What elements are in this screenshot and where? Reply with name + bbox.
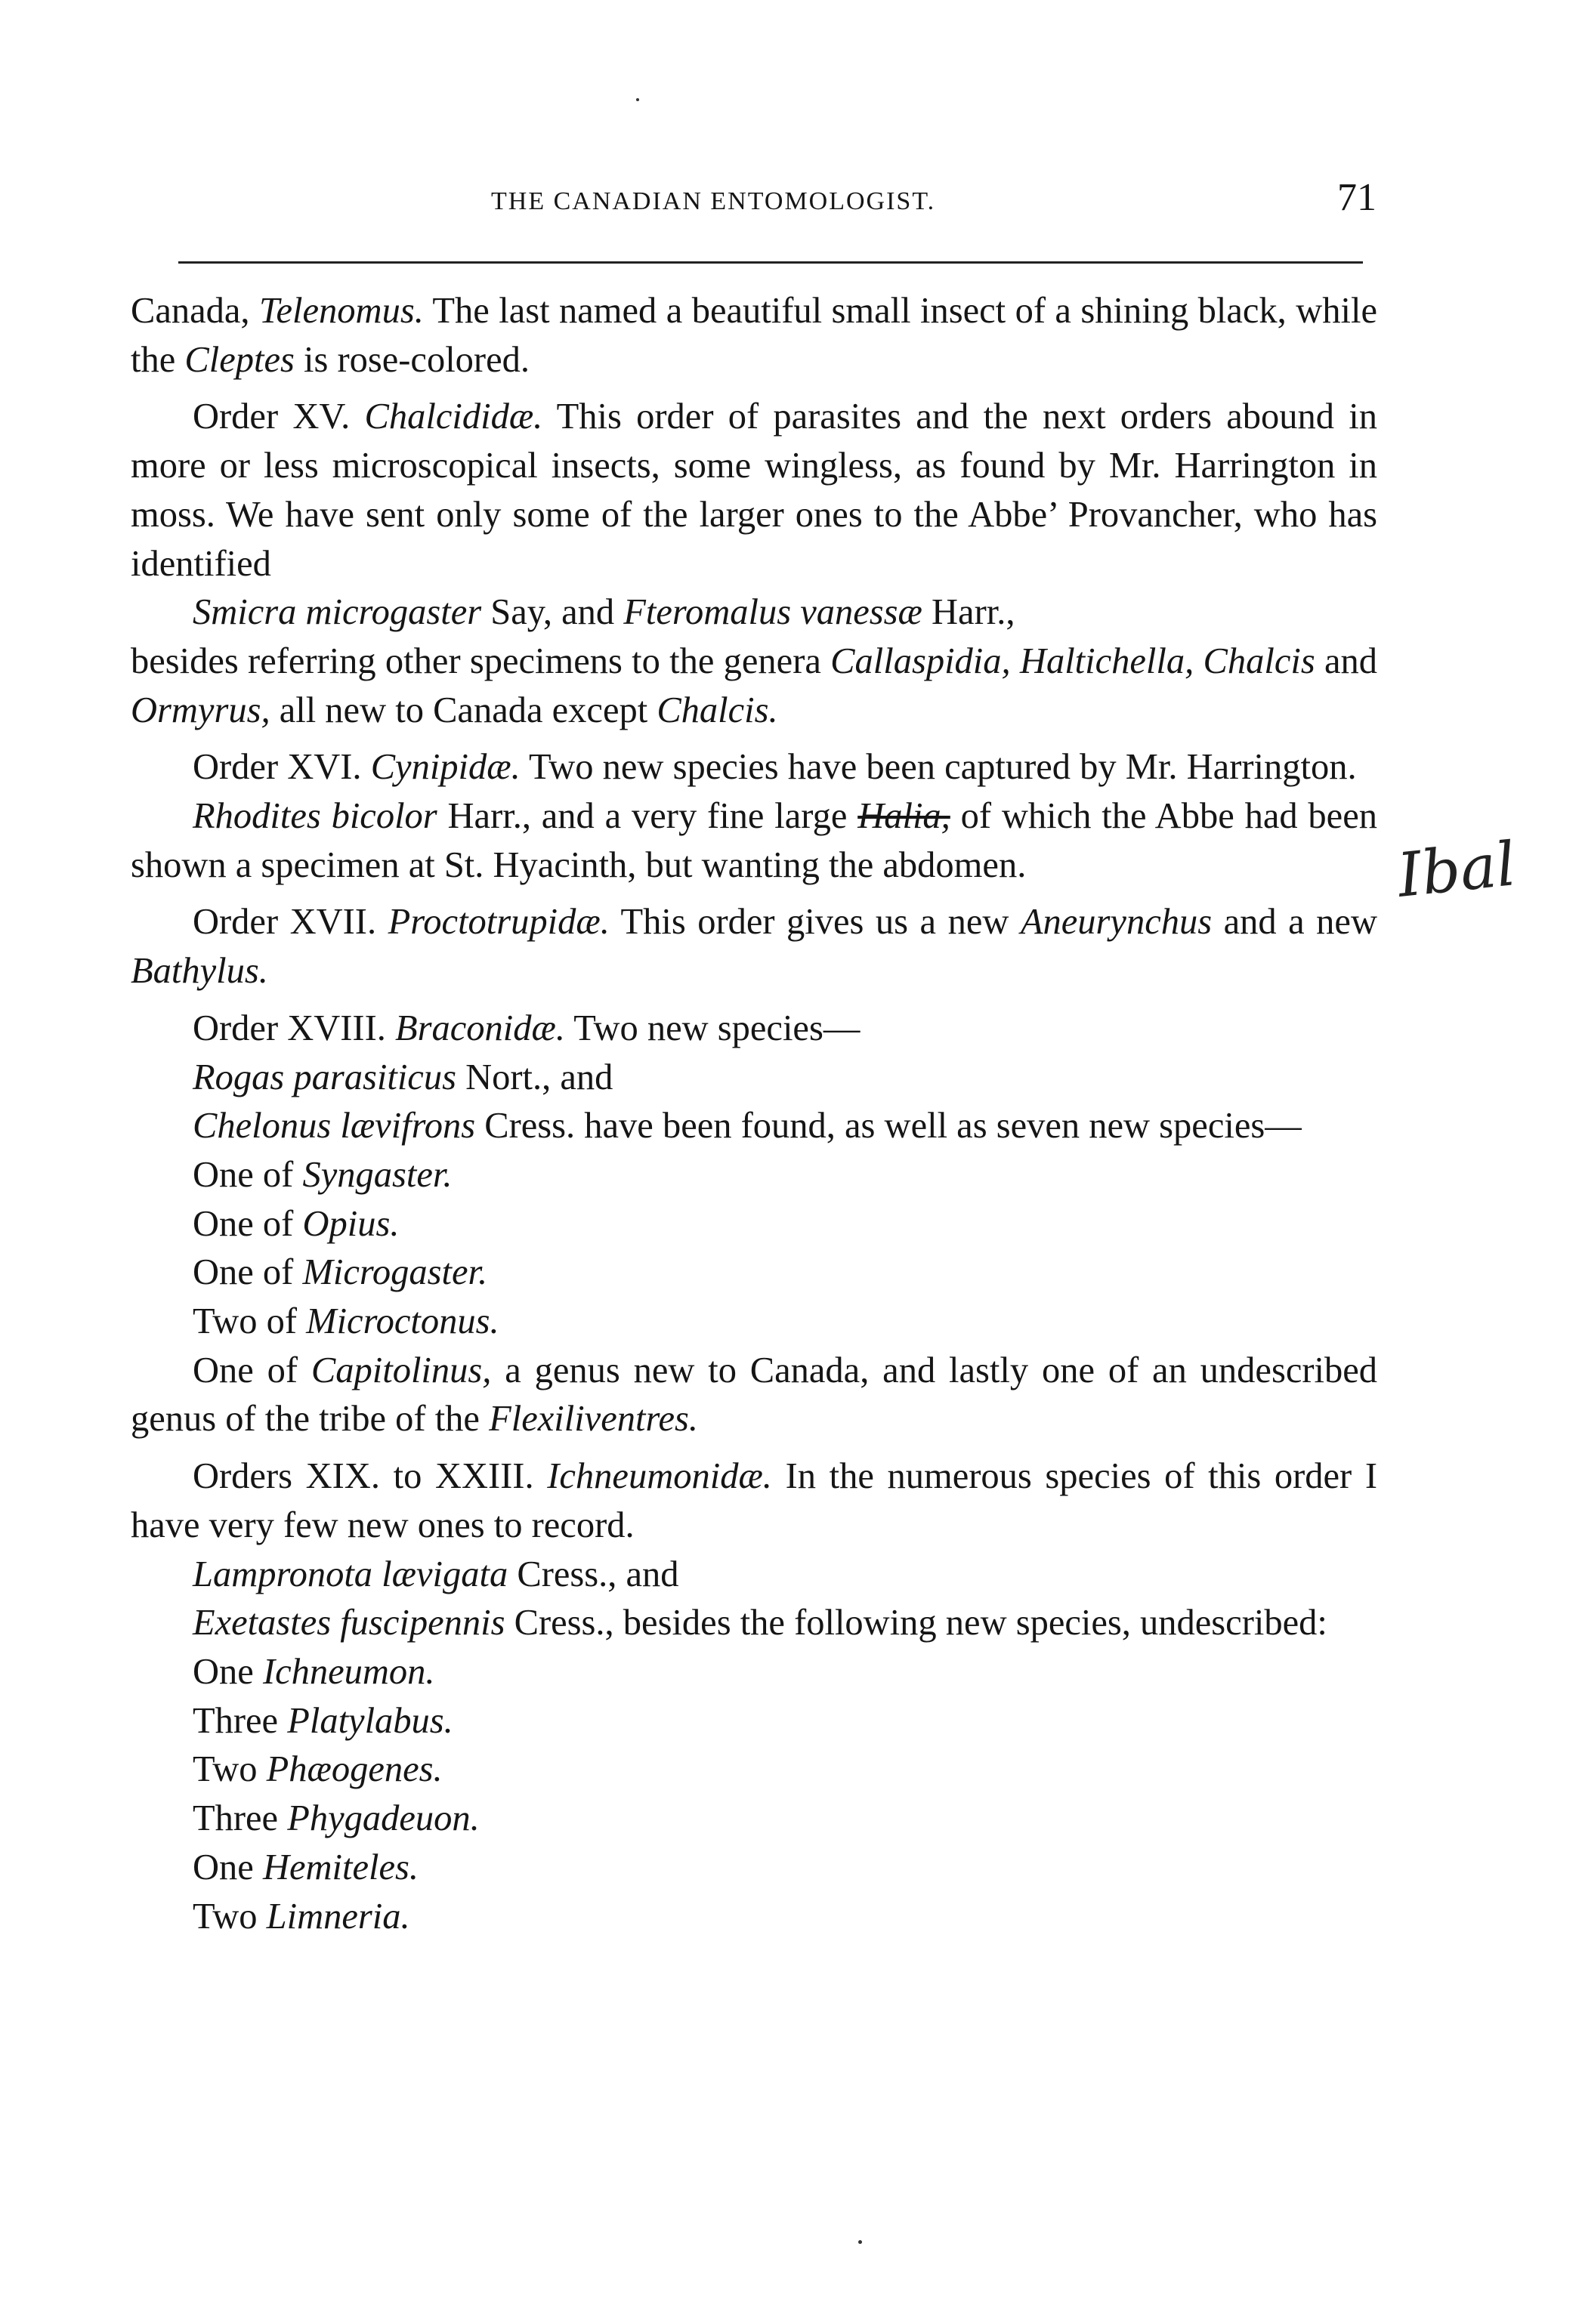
species-line: Rogas parasiticus Nort., and xyxy=(193,1057,613,1097)
species-line: Two Phæogenes. xyxy=(193,1749,443,1790)
paragraph: Rhodites bicolor Harr., and a very fine large Halia, of which the Abbe had been shown a specimen at St. Hyacinth, but wanting the abdomen. xyxy=(131,796,1377,885)
paragraph: Exetastes fuscipennis Cress., besides the following new species, undescribed: xyxy=(193,1603,1327,1643)
paragraph: Order XV. Chalcididæ. This order of parasites and the next orders abound in more or less microscopical insects, some wingless, as found by Mr. Harrington in moss. We have sent only some of the larger ones to the Abbe’ Provancher, who has identified xyxy=(131,397,1378,584)
ink-speck xyxy=(636,98,639,101)
species-line: One of Microgaster. xyxy=(193,1252,488,1293)
paragraph: Orders XIX. to XXIII. Ichneumonidæ. In the numerous species of this order I have very few new ones to record. xyxy=(131,1456,1377,1545)
paragraph: Chelonus lævifrons Cress. have been found, as well as seven new species— xyxy=(193,1106,1302,1147)
paragraph: Order XVIII. Braconidæ. Two new species— xyxy=(193,1008,861,1048)
species-line: One Hemiteles. xyxy=(193,1847,419,1887)
paragraph: besides referring other specimens to the genera Callaspidia, Haltichella, Chalcis and Ormyrus, all new to Canada except Chalcis. xyxy=(131,640,1378,730)
header-rule xyxy=(178,261,1363,264)
species-line: One of Opius. xyxy=(193,1203,400,1244)
species-line: Three Phygadeuon. xyxy=(193,1798,480,1839)
paragraph: Canada, Telenomus. The last named a beautiful small insect of a shining black, while the Cleptes is rose-colored. xyxy=(131,291,1377,380)
running-head: THE CANADIAN ENTOMOLOGIST. xyxy=(491,187,936,215)
paragraph: One of Capitolinus, a genus new to Canada, and lastly one of an undescribed genus of the tribe of the Flexiliventres. xyxy=(131,1350,1377,1440)
species-line: Smicra microgaster Say, and Fteromalus vanessæ Harr., xyxy=(193,592,1015,633)
species-line: One of Syngaster. xyxy=(193,1154,453,1195)
species-line: Three Platylabus. xyxy=(193,1700,453,1741)
species-line: One Ichneumon. xyxy=(193,1651,435,1692)
species-line: Lampronota lævigata Cress., and xyxy=(193,1554,679,1594)
ink-speck xyxy=(858,2240,862,2244)
body-text xyxy=(131,287,1377,1941)
paragraph: Order XVII. Proctotrupidæ. This order gives us a new Aneurynchus and a new Bathylus. xyxy=(131,902,1377,992)
species-line: Two of Microctonus. xyxy=(193,1301,499,1342)
page-number: 71 xyxy=(1337,176,1377,219)
handwritten-margin-note: Ibal xyxy=(1394,829,1519,911)
species-line: Two Limneria. xyxy=(193,1896,410,1937)
paragraph: Order XVI. Cynipidæ. Two new species have been captured by Mr. Harrington. xyxy=(193,747,1357,788)
